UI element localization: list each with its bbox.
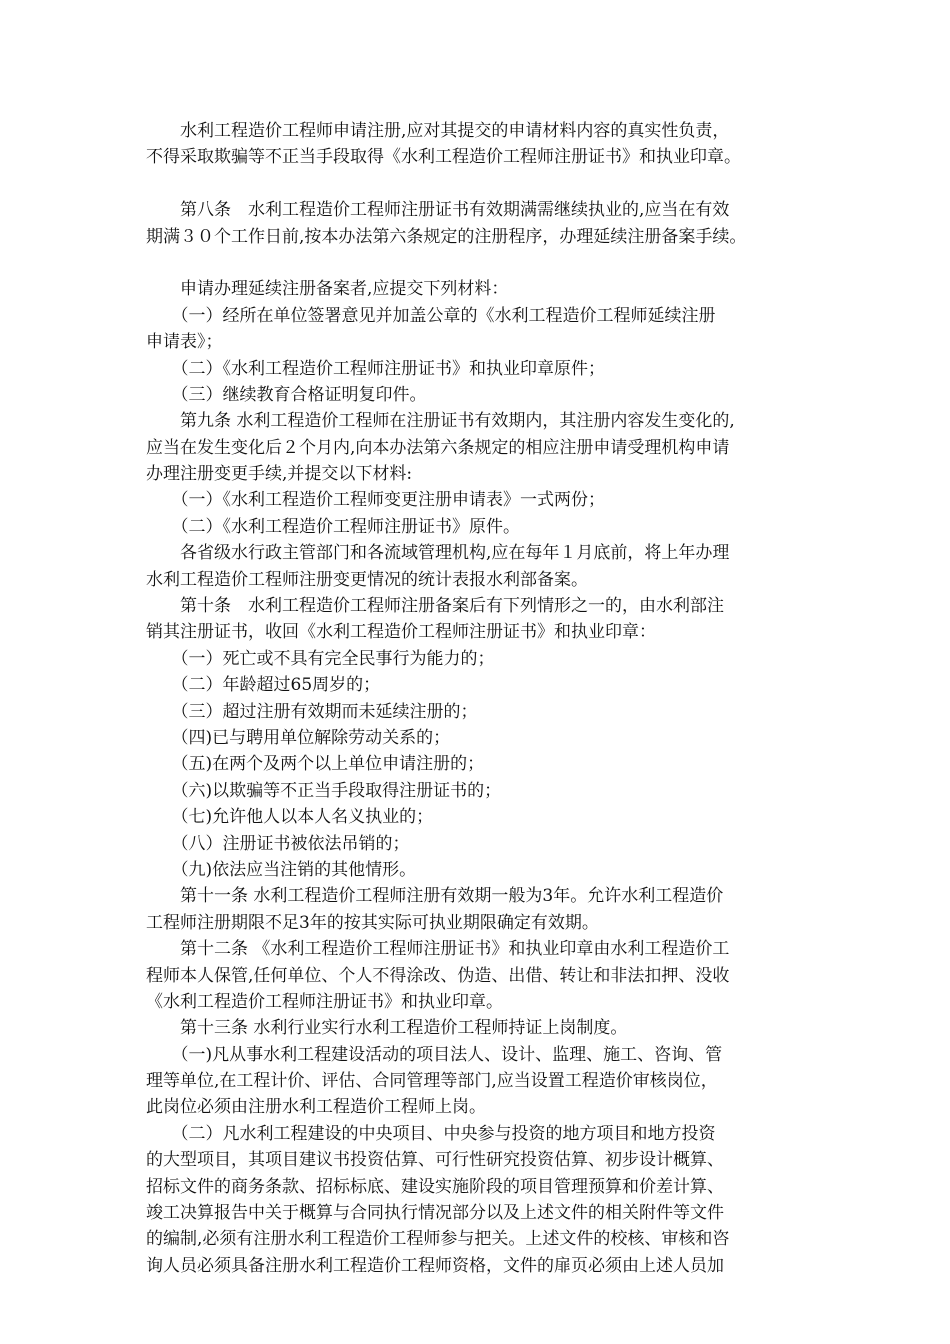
text-line: 申请表》； — [146, 332, 223, 353]
text-line: 应当在发生变化后２个月内,向本办法第六条规定的相应注册申请受理机构申请 — [146, 437, 730, 458]
text-line: 竣工决算报告中关于概算与合同执行情况部分以及上述文件的相关附件等文件 — [146, 1203, 724, 1224]
text-line: 询人员必须具备注册水利工程造价工程师资格，文件的扉页必须由上述人员加 — [146, 1255, 724, 1276]
body-text — [146, 118, 816, 1279]
text-line: 的大型项目，其项目建议书投资估算、可行性研究投资估算、初步设计概算、 — [146, 1150, 724, 1171]
text-line: 销其注册证书，收回《水利工程造价工程师注册证书》和执业印章： — [146, 622, 656, 643]
text-line: 申请办理延续注册备案者,应提交下列材料： — [146, 279, 509, 300]
blank-line — [146, 171, 816, 197]
text-line: 不得采取欺骗等不正当手段取得《水利工程造价工程师注册证书》和执业印章。 — [146, 147, 741, 168]
text-line: 各省级水行政主管部门和各流域管理机构,应在每年１月底前，将上年办理 — [146, 543, 730, 564]
text-line: 招标文件的商务条款、招标标底、建设实施阶段的项目管理预算和价差计算、 — [146, 1176, 724, 1197]
text-line: （一）《水利工程造价工程师变更注册申请表》一式两份； — [146, 490, 605, 511]
text-line: （九)依法应当注销的其他情形。 — [146, 859, 417, 880]
text-line: （七)允许他人以本人名义执业的； — [146, 807, 434, 828]
text-line: （二）《水利工程造价工程师注册证书》原件。 — [146, 516, 520, 537]
text-line: （四)已与聘用单位解除劳动关系的； — [146, 727, 451, 748]
text-line: （一）死亡或不具有完全民事行为能力的； — [146, 648, 495, 669]
text-line: 理等单位,在工程计价、评估、合同管理等部门,应当设置工程造价审核岗位， — [146, 1071, 718, 1092]
text-line: （二）凡水利工程建设的中央项目、中央参与投资的地方项目和地方投资 — [146, 1123, 716, 1144]
text-line: 水利工程造价工程师申请注册,应对其提交的申请材料内容的真实性负责， — [146, 121, 730, 141]
text-line: （一）经所在单位签署意见并加盖公章的《水利工程造价工程师延续注册 — [146, 305, 716, 326]
text-line: 第十二条 《水利工程造价工程师注册证书》和执业印章由水利工程造价工 — [146, 939, 730, 960]
text-line: 第八条 水利工程造价工程师注册证书有效期满需继续执业的,应当在有效 — [146, 200, 730, 221]
blank-line — [146, 250, 816, 276]
text-line: （一)凡从事水利工程建设活动的项目法人、设计、监理、施工、咨询、管 — [146, 1044, 723, 1065]
text-line: 第十条 水利工程造价工程师注册备案后有下列情形之一的，由水利部注 — [146, 596, 724, 617]
text-line: 第十三条 水利行业实行水利工程造价工程师持证上岗制度。 — [146, 1018, 628, 1039]
text-line: 第九条 水利工程造价工程师在注册证书有效期内，其注册内容发生变化的, — [146, 411, 735, 432]
text-line: （八）注册证书被依法吊销的； — [146, 833, 410, 854]
text-line: （五)在两个及两个以上单位申请注册的； — [146, 754, 485, 775]
text-line: 办理注册变更手续,并提交以下材料: — [146, 464, 413, 485]
text-line: 期满３０个工作日前,按本办法第六条规定的注册程序，办理延续注册备案手续。 — [146, 226, 747, 247]
text-line: （六)以欺骗等不正当手段取得注册证书的； — [146, 780, 502, 801]
text-line: （二）《水利工程造价工程师注册证书》和执业印章原件； — [146, 358, 605, 379]
text-line: 工程师注册期限不足3年的按其实际可执业期限确定有效期。 — [146, 912, 599, 933]
text-line: 此岗位必须由注册水利工程造价工程师上岗。 — [146, 1097, 486, 1118]
text-line: 《水利工程造价工程师注册证书》和执业印章。 — [146, 991, 503, 1012]
text-line: 第十一条 水利工程造价工程师注册有效期一般为3年。允许水利工程造价 — [146, 886, 724, 907]
text-line: （二）年龄超过65周岁的； — [146, 675, 381, 696]
text-line: （三）继续教育合格证明复印件。 — [146, 384, 427, 405]
text-line: 的编制,必须有注册水利工程造价工程师参与把关。上述文件的校核、审核和咨 — [146, 1229, 730, 1250]
text-line: 水利工程造价工程师注册变更情况的统计表报水利部备案。 — [146, 569, 588, 590]
text-line: （三）超过注册有效期而未延续注册的； — [146, 701, 478, 722]
text-line: 程师本人保管,任何单位、个人不得涂改、伪造、出借、转让和非法扣押、没收 — [146, 965, 730, 986]
